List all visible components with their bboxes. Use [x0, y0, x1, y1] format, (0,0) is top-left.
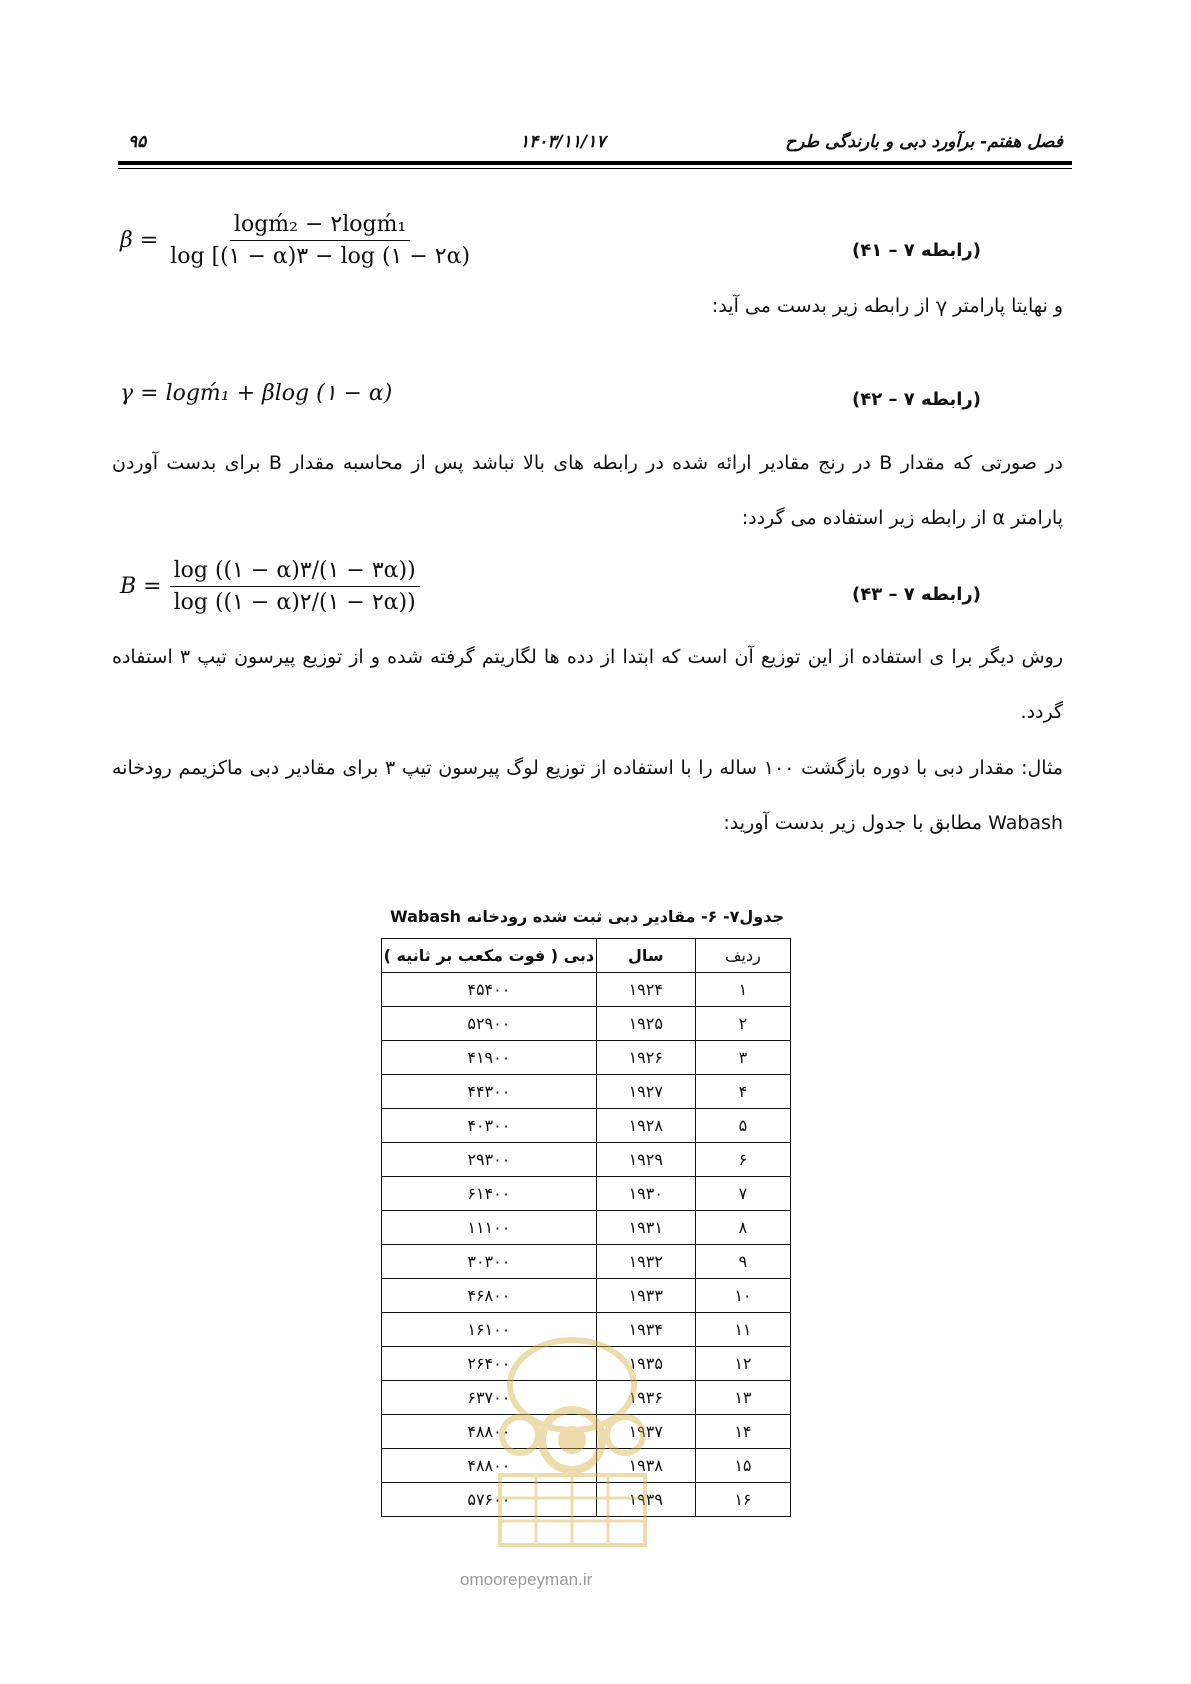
cell-row-number: ۱۴: [695, 1415, 790, 1449]
cell-discharge: ۲۶۴۰۰: [382, 1347, 597, 1381]
cell-year: ۱۹۳۶: [596, 1381, 695, 1415]
table-row: [382, 1041, 791, 1075]
header-date: ۱۴۰۳/۱۱/۱۷: [520, 132, 606, 152]
equation-43: [120, 558, 420, 615]
table-row: [382, 1109, 791, 1143]
table-row: [382, 1143, 791, 1177]
cell-discharge: ۳۰۳۰۰: [382, 1245, 597, 1279]
cell-row-number: ۱: [695, 973, 790, 1007]
cell-year: ۱۹۳۹: [596, 1483, 695, 1517]
table-row: [382, 973, 791, 1007]
cell-year: ۱۹۲۷: [596, 1075, 695, 1109]
cell-discharge: ۴۸۸۰۰: [382, 1415, 597, 1449]
cell-discharge: ۴۵۴۰۰: [382, 973, 597, 1007]
cell-year: ۱۹۳۴: [596, 1313, 695, 1347]
table-header-row: [382, 939, 791, 973]
table-row: [382, 1245, 791, 1279]
equation-numerator: log ((۱ − α)۳/(۱ − ۳α)): [170, 558, 420, 587]
cell-row-number: ۱۲: [695, 1347, 790, 1381]
cell-row-number: ۴: [695, 1075, 790, 1109]
cell-year: ۱۹۳۷: [596, 1415, 695, 1449]
equation-42-label: (رابطه ۷ – ۴۲): [852, 389, 981, 410]
cell-discharge: ۵۷۶۰۰: [382, 1483, 597, 1517]
cell-discharge: ۶۱۴۰۰: [382, 1177, 597, 1211]
cell-year: ۱۹۳۱: [596, 1211, 695, 1245]
column-header-year: سال: [596, 939, 695, 973]
cell-discharge: ۱۱۱۰۰: [382, 1211, 597, 1245]
equation-41: [120, 212, 474, 269]
cell-row-number: ۵: [695, 1109, 790, 1143]
cell-year: ۱۹۲۵: [596, 1007, 695, 1041]
cell-row-number: ۳: [695, 1041, 790, 1075]
cell-discharge: ۶۳۷۰۰: [382, 1381, 597, 1415]
column-header-discharge: دبی ( فوت مکعب بر ثانیه ): [382, 939, 597, 973]
cell-year: ۱۹۳۸: [596, 1449, 695, 1483]
equation-42: γ = logḿ₁ + βlog (۱ − α): [120, 381, 393, 406]
chapter-title: فصل هفتم- برآورد دبی و بارندگی طرح: [785, 132, 1063, 152]
cell-discharge: ۴۸۸۰۰: [382, 1449, 597, 1483]
equation-denominator: log [(۱ − α)۳ − log (۱ − ۲α): [170, 244, 471, 269]
table-row: [382, 1279, 791, 1313]
equation-41-label: (رابطه ۷ – ۴۱): [852, 240, 981, 261]
cell-row-number: ۸: [695, 1211, 790, 1245]
paragraph-gamma-intro: و نهایتا پارامتر γ از رابطه زیر بدست می آید:: [711, 295, 1063, 317]
table-row: [382, 1177, 791, 1211]
cell-row-number: ۱۵: [695, 1449, 790, 1483]
header-rule-thin: [118, 168, 1072, 169]
cell-discharge: ۱۶۱۰۰: [382, 1313, 597, 1347]
equation-fraction: [166, 212, 474, 269]
cell-discharge: ۴۴۳۰۰: [382, 1075, 597, 1109]
watermark-logo: [490, 1325, 655, 1555]
paragraph-b-range: در صورتی که مقدار B در رنج مقادیر ارائه شده در رابطه های بالا نباشد پس از محاسبه مقدار B برای بدست آوردن پارامتر α از رابطه زیر استفاده می گردد:: [112, 452, 1063, 529]
cell-row-number: ۱۱: [695, 1313, 790, 1347]
cell-row-number: ۱۰: [695, 1279, 790, 1313]
cell-row-number: ۶: [695, 1143, 790, 1177]
equation-denominator: log ((۱ − α)۲/(۱ − ۲α)): [173, 590, 416, 615]
equation-43-label: (رابطه ۷ – ۴۳): [852, 584, 981, 605]
page-number: ۹۵: [128, 132, 147, 152]
cell-year: ۱۹۲۹: [596, 1143, 695, 1177]
cell-discharge: ۲۹۳۰۰: [382, 1143, 597, 1177]
table-caption: جدول۷- ۶- مقادیر دبی ثبت شده رودخانه Wabash: [390, 907, 784, 926]
cell-row-number: ۹: [695, 1245, 790, 1279]
equation-lhs: B =: [120, 574, 162, 599]
cell-discharge: ۴۱۹۰۰: [382, 1041, 597, 1075]
equation-fraction: [170, 558, 420, 615]
cell-row-number: ۷: [695, 1177, 790, 1211]
cell-discharge: ۵۲۹۰۰: [382, 1007, 597, 1041]
cell-year: ۱۹۲۶: [596, 1041, 695, 1075]
cell-year: ۱۹۳۰: [596, 1177, 695, 1211]
table-row: [382, 1007, 791, 1041]
cell-year: ۱۹۳۵: [596, 1347, 695, 1381]
cell-discharge: ۴۰۳۰۰: [382, 1109, 597, 1143]
cell-year: ۱۹۲۴: [596, 973, 695, 1007]
table-row: [382, 1211, 791, 1245]
paragraph-example: مثال: مقدار دبی با دوره بازگشت ۱۰۰ ساله را با استفاده از توزیع لوگ پیرسون تیپ ۳ برای مقادیر دبی ماکزیمم رودخانه Wabash مطابق با جدول زیر بدست آورید:: [112, 757, 1063, 834]
cell-year: ۱۹۳۲: [596, 1245, 695, 1279]
cell-row-number: ۱۶: [695, 1483, 790, 1517]
watermark-site: omoorepeyman.ir: [460, 1570, 593, 1589]
cell-year: ۱۹۳۳: [596, 1279, 695, 1313]
equation-numerator: logḿ₂ − ۲logḿ₁: [230, 212, 410, 241]
table-row: [382, 1075, 791, 1109]
cell-row-number: ۲: [695, 1007, 790, 1041]
cell-row-number: ۱۳: [695, 1381, 790, 1415]
cell-year: ۱۹۲۸: [596, 1109, 695, 1143]
cell-discharge: ۴۶۸۰۰: [382, 1279, 597, 1313]
paragraph-log-method: روش دیگر برا ی استفاده از این توزیع آن است که ابتدا از دده ها لگاریتم گرفته شده و از توزیع پیرسون تیپ ۳ استفاده گردد.: [112, 646, 1064, 723]
header-rule-thick: [118, 161, 1072, 165]
equation-lhs: β =: [120, 228, 159, 253]
column-header-row-number: ردیف: [695, 939, 790, 973]
